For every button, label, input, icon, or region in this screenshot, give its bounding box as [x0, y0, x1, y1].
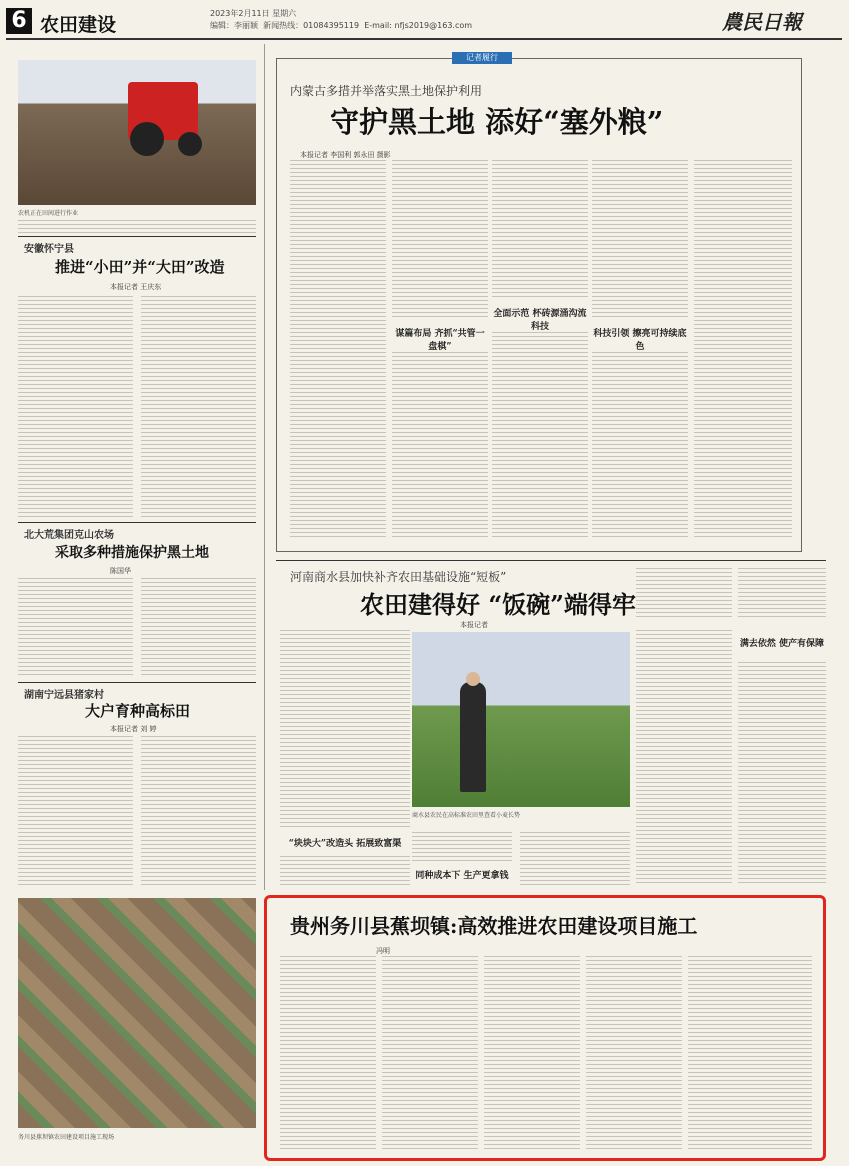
henan-kicker: 河南商水县加快补齐农田基础设施“短板” [290, 570, 507, 584]
lead-title: 守护黑土地 添好“塞外粮” [330, 105, 664, 139]
anhui-byline: 本报记者 王庆东 [110, 283, 162, 291]
photo2-caption: 商水县农民在高标准农田里查看小麦长势 [412, 812, 521, 819]
anhui-kicker: 安徽怀宁县 [24, 244, 74, 255]
body-text [280, 856, 410, 886]
henan-subhead-2: 同种成本下 生产更拿钱 [415, 871, 509, 881]
henan-byline: 本报记者 [460, 621, 488, 629]
beida-title: 采取多种措施保护黑土地 [55, 545, 209, 561]
page-number: 6 [6, 8, 32, 34]
news-phone: 新闻热线：01084395119 [263, 21, 360, 30]
issue-date: 2023年2月11日 星期六 [210, 9, 297, 18]
body-text [484, 956, 580, 1152]
photo1-caption: 农机正在田间进行作业 [18, 210, 79, 217]
beida-kicker: 北大荒集团克山农场 [24, 530, 114, 541]
body-text [392, 160, 488, 320]
body-text [694, 160, 792, 540]
lead-byline: 本报记者 李国利 郭永田 摄影 [300, 151, 391, 159]
section-title: 农田建设 [40, 14, 117, 36]
newspaper-logo: 農民日報 [722, 10, 802, 34]
body-text [520, 832, 630, 886]
editor: 编辑：李丽颖 [210, 21, 258, 30]
body-text [141, 736, 256, 886]
beida-byline: 陈国华 [110, 567, 131, 575]
guizhou-byline: 冯明 [376, 947, 390, 955]
divider [18, 682, 256, 683]
body-text [382, 956, 478, 1152]
body-text [18, 578, 133, 678]
body-text [636, 630, 732, 886]
body-text [688, 956, 812, 1152]
body-text [18, 296, 133, 518]
lead-kicker: 内蒙古多措并举落实黑土地保护利用 [290, 84, 483, 98]
divider [276, 560, 826, 561]
body-text [492, 332, 588, 540]
henan-subhead-3: 满去依然 使产有保障 [739, 639, 825, 649]
lead-subhead-3: 科技引领 擦亮可持续底色 [593, 329, 687, 352]
lead-subhead-1: 谋篇布局 齐抓“共管一盘棋” [395, 329, 485, 352]
body-text [280, 630, 410, 830]
header-info [210, 8, 472, 32]
body-text [636, 568, 732, 618]
photo3-caption: 务川县蕉坝镇农田建设项目施工现场 [18, 1134, 115, 1141]
body-text [18, 736, 133, 886]
body-text [738, 568, 826, 618]
body-text [141, 296, 256, 518]
body-text [412, 832, 512, 862]
column-divider [264, 44, 265, 890]
body-text [586, 956, 682, 1152]
farmer-photo [412, 632, 630, 807]
divider [18, 522, 256, 523]
body-text [18, 220, 256, 234]
hunan-title: 大户育种高标田 [85, 702, 191, 720]
guizhou-title: 贵州务川县蕉坝镇:高效推进农田建设项目施工 [290, 914, 698, 938]
body-text [141, 578, 256, 678]
hunan-kicker: 湖南宁远县猪家村 [24, 690, 104, 701]
body-text [392, 352, 488, 540]
body-text [592, 160, 688, 320]
anhui-title: 推进“小田”并“大田”改造 [55, 258, 225, 276]
body-text [290, 160, 386, 540]
henan-title: 农田建得好 “饭碗”端得牢 [360, 590, 636, 619]
body-text [738, 662, 826, 886]
lead-subhead-2: 全面示范 杯砖源涌沟流科技 [493, 309, 587, 332]
henan-subhead-1: “块块大”改造头 拓展致富渠 [288, 839, 402, 849]
body-text [492, 160, 588, 300]
hunan-byline: 本报记者 刘 婷 [110, 725, 157, 733]
lead-tag: 记者履行 [452, 52, 512, 64]
construction-photo [18, 898, 256, 1128]
body-text [592, 352, 688, 540]
body-text [280, 956, 376, 1152]
email: E-mail: nfjs2019@163.com [364, 21, 473, 30]
tractor-photo [18, 60, 256, 205]
divider [18, 236, 256, 237]
header-rule [6, 38, 842, 40]
